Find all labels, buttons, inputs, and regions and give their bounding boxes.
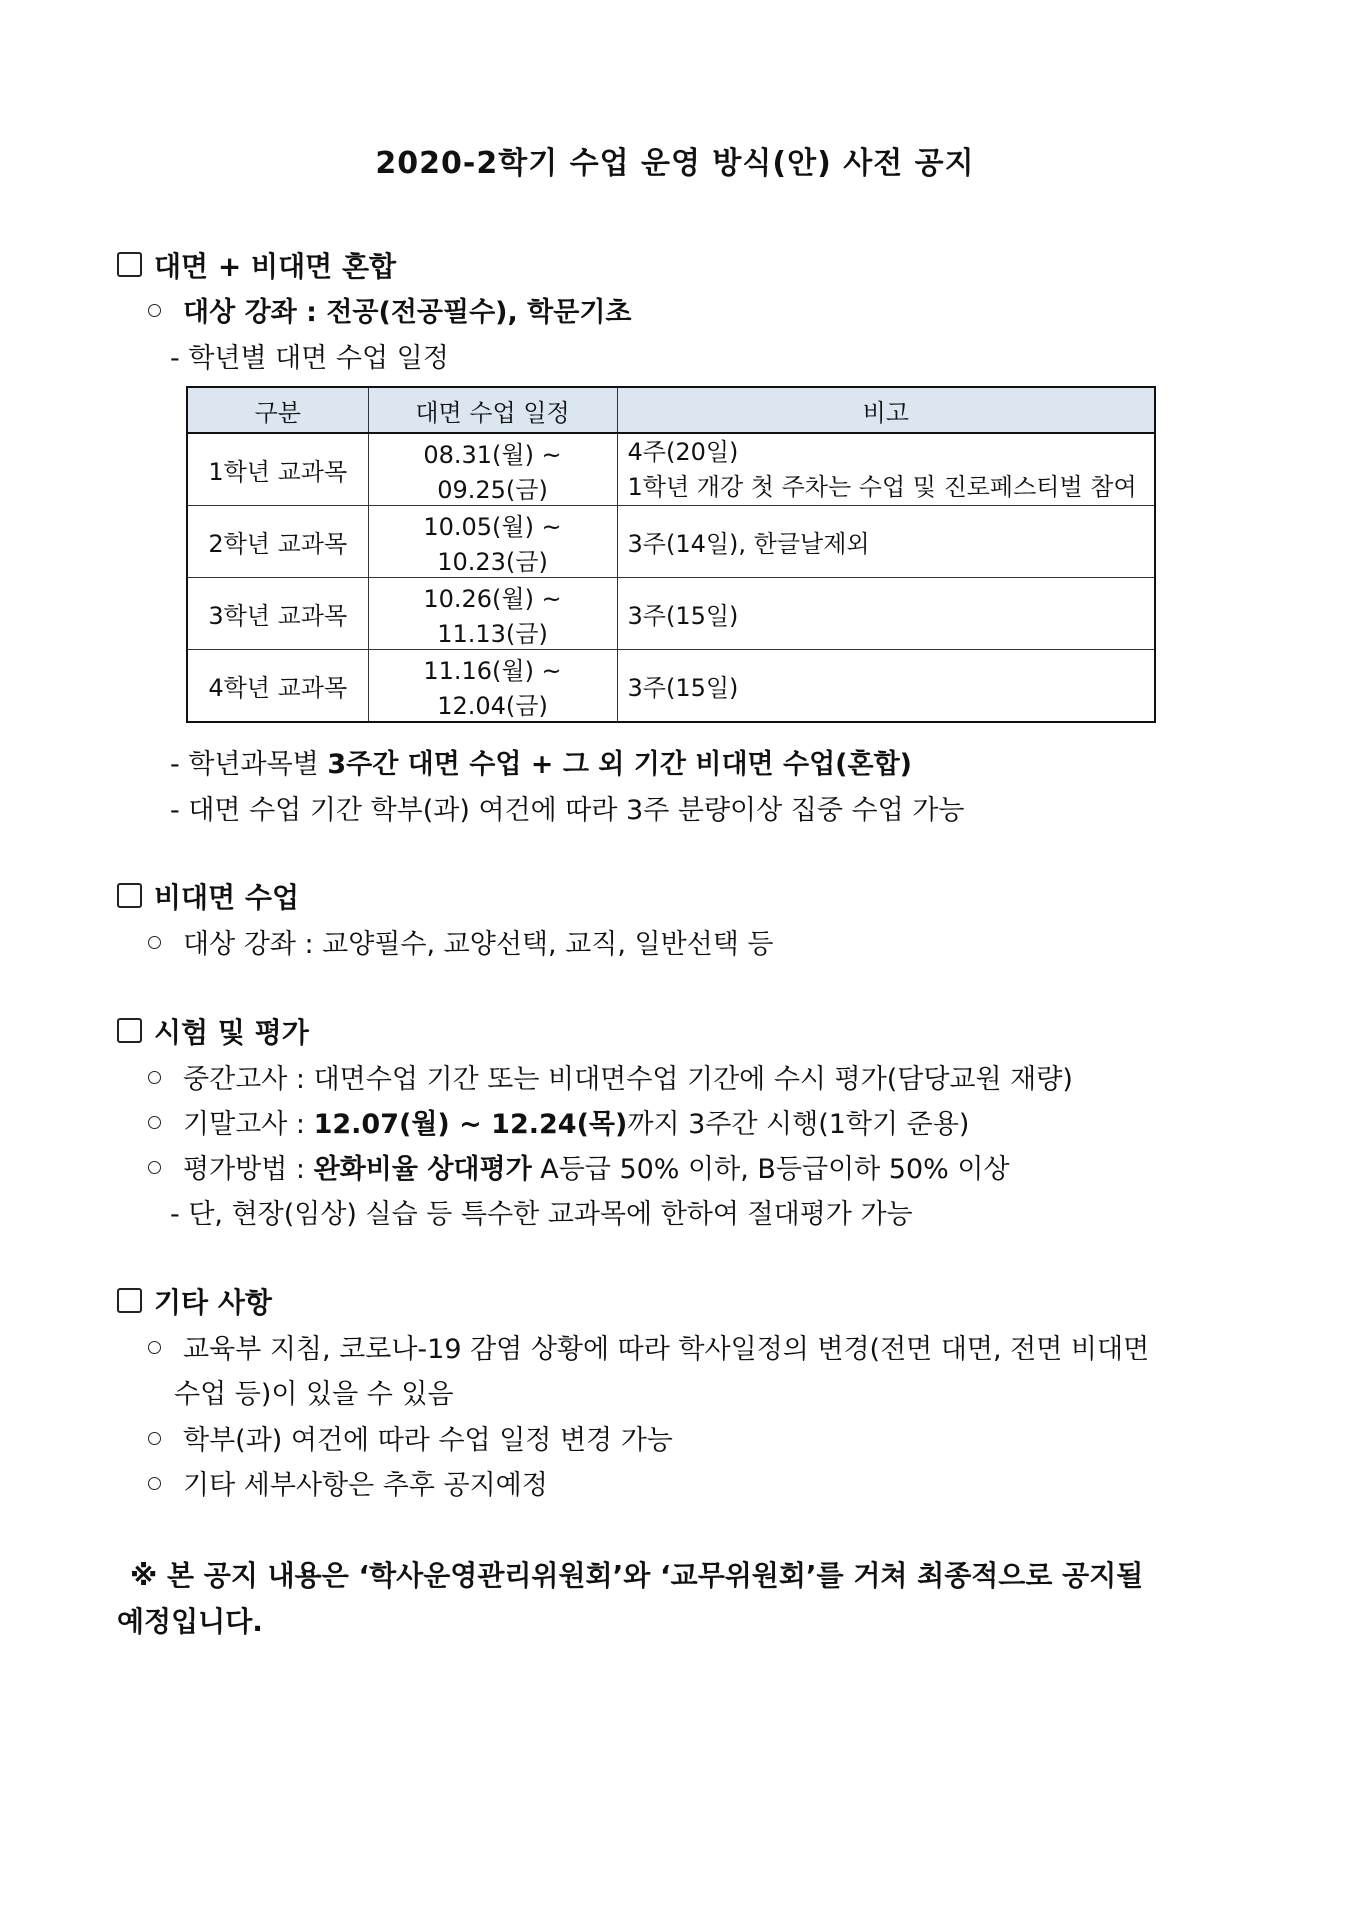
table-header: 비고 <box>617 387 1155 433</box>
table-header-row <box>187 387 1155 433</box>
table-row <box>187 650 1155 723</box>
checkbox-square-icon <box>117 1018 142 1043</box>
page-title: 2020-2학기 수업 운영 방식(안) 사전 공지 <box>375 146 975 181</box>
grade-cell: 2학년 교과목 <box>187 506 368 578</box>
schedule-label: - 학년별 대면 수업 일정 <box>170 343 449 374</box>
period-cell: 11.16(월) ~ 12.04(금) <box>368 650 617 723</box>
section-heading-misc: 기타 사항 <box>117 1281 272 1321</box>
circle-bullet-icon <box>148 304 161 317</box>
table-row <box>187 578 1155 650</box>
note-cell: 4주(20일) 1학년 개강 첫 주차는 수업 및 진로페스티벌 참여 <box>617 433 1155 506</box>
schedule-change-item: 교육부 지침, 코로나-19 감염 상황에 따라 학사일정의 변경(전면 대면, 전면 비대면 <box>148 1327 1149 1366</box>
schedule-table <box>186 386 1156 723</box>
checkbox-square-icon <box>117 1288 142 1313</box>
section-heading-online: 비대면 수업 <box>117 876 299 916</box>
checkbox-square-icon <box>117 883 142 908</box>
online-target-item: 대상 강좌 : 교양필수, 교양선택, 교직, 일반선택 등 <box>148 922 773 961</box>
period-cell: 10.05(월) ~ 10.23(금) <box>368 506 617 578</box>
circle-bullet-icon <box>148 1161 161 1174</box>
absolute-grading-note: - 단, 현장(임상) 실습 등 특수한 교과목에 한하여 절대평가 가능 <box>170 1199 913 1230</box>
grade-cell: 3학년 교과목 <box>187 578 368 650</box>
checkbox-square-icon <box>117 252 142 277</box>
table-row <box>187 506 1155 578</box>
intensive-class-note: - 대면 수업 기간 학부(과) 여건에 따라 3주 분량이상 집중 수업 가능 <box>170 795 965 826</box>
midterm-item: 중간고사 : 대면수업 기간 또는 비대면수업 기간에 수시 평가(담당교원 재량) <box>148 1057 1073 1096</box>
final-exam-item: 기말고사 : 12.07(월) ~ 12.24(목)까지 3주간 시행(1학기 준용) <box>148 1102 969 1141</box>
details-later-item: 기타 세부사항은 추후 공지예정 <box>148 1463 548 1502</box>
circle-bullet-icon <box>148 936 161 949</box>
period-cell: 10.26(월) ~ 11.13(금) <box>368 578 617 650</box>
grade-cell: 4학년 교과목 <box>187 650 368 723</box>
grade-cell: 1학년 교과목 <box>187 433 368 506</box>
table-header: 구분 <box>187 387 368 433</box>
grading-method-item: 평가방법 : 완화비율 상대평가 A등급 50% 이하, B등급이하 50% 이상 <box>148 1147 1010 1186</box>
table-header: 대면 수업 일정 <box>368 387 617 433</box>
table-row <box>187 433 1155 506</box>
note-cell: 3주(15일) <box>617 578 1155 650</box>
circle-bullet-icon <box>148 1341 161 1354</box>
target-courses-item: 대상 강좌 : 전공(전공필수), 학문기초 <box>148 290 631 329</box>
circle-bullet-icon <box>148 1071 161 1084</box>
circle-bullet-icon <box>148 1432 161 1445</box>
mixed-schedule-note: - 학년과목별 3주간 대면 수업 + 그 외 기간 비대면 수업(혼합) <box>170 749 913 780</box>
note-cell: 3주(15일) <box>617 650 1155 723</box>
circle-bullet-icon <box>148 1116 161 1129</box>
department-change-item: 학부(과) 여건에 따라 수업 일정 변경 가능 <box>148 1418 673 1457</box>
schedule-change-item-cont: 수업 등)이 있을 수 있음 <box>174 1379 454 1410</box>
section-heading-exam: 시험 및 평가 <box>117 1011 309 1051</box>
period-cell: 08.31(월) ~ 09.25(금) <box>368 433 617 506</box>
circle-bullet-icon <box>148 1477 161 1490</box>
footnote-line2: 예정입니다. <box>117 1605 263 1638</box>
section-heading-mixed: 대면 + 비대면 혼합 <box>117 245 396 285</box>
note-cell: 3주(14일), 한글날제외 <box>617 506 1155 578</box>
footnote-line1: ※ 본 공지 내용은 ‘학사운영관리위원회’와 ‘교무위원회’를 거쳐 최종적으로 공지될 <box>130 1559 1144 1592</box>
